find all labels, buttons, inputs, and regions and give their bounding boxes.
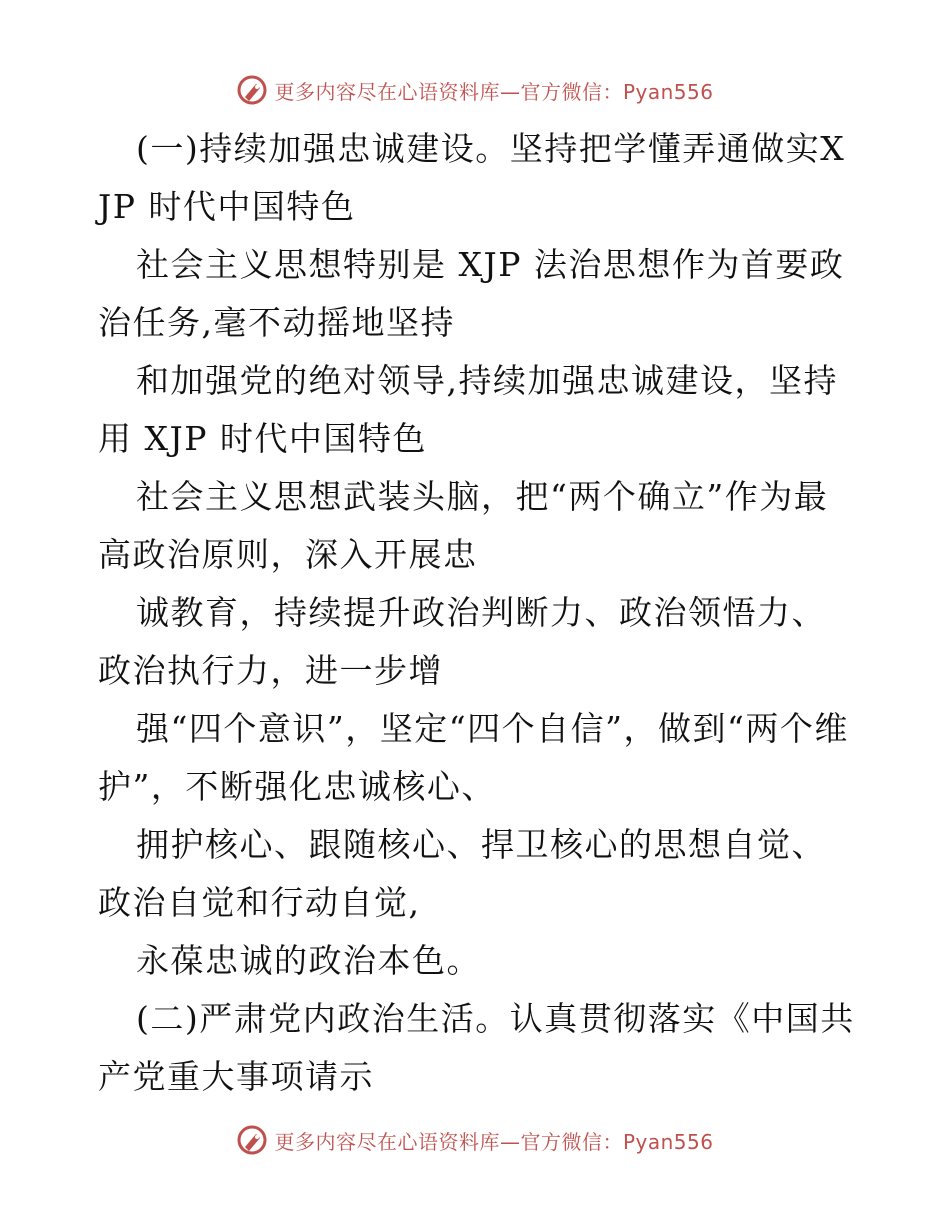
watermark-text: 更多内容尽在心语资料库—官方微信：Pyan556	[274, 79, 714, 104]
watermark-text: 更多内容尽在心语资料库—官方微信：Pyan556	[274, 1129, 714, 1154]
footer-watermark	[0, 1120, 950, 1160]
paragraph: 永葆忠诚的政治本色。	[136, 941, 481, 980]
paragraph: (二)严肃党内政治生活。认真贯彻落实《中国共产党重大事项请示	[98, 999, 855, 1096]
paragraph: (一)持续加强忠诚建设。坚持把学懂弄通做实XJP 时代中国特色	[98, 129, 846, 226]
pen-nib-circle-icon	[236, 1124, 268, 1156]
paragraph: 诚教育，持续提升政治判断力、政治领悟力、政治执行力，进一步增	[98, 593, 826, 690]
document-body	[98, 120, 858, 1106]
pen-nib-circle-icon	[236, 74, 268, 106]
paragraph: 拥护核心、跟随核心、捍卫核心的思想自觉、政治自觉和行动自觉,	[98, 825, 826, 922]
paragraph: 社会主义思想武装头脑，把“两个确立”作为最高政治原则，深入开展忠	[98, 477, 829, 574]
header-watermark	[0, 70, 950, 110]
paragraph: 强“四个意识”，坚定“四个自信”，做到“两个维护”，不断强化忠诚核心、	[98, 709, 849, 806]
paragraph: 社会主义思想特别是 XJP 法治思想作为首要政治任务,毫不动摇地坚持	[98, 245, 845, 342]
paragraph: 和加强党的绝对领导,持续加强忠诚建设，坚持用 XJP 时代中国特色	[98, 361, 838, 458]
